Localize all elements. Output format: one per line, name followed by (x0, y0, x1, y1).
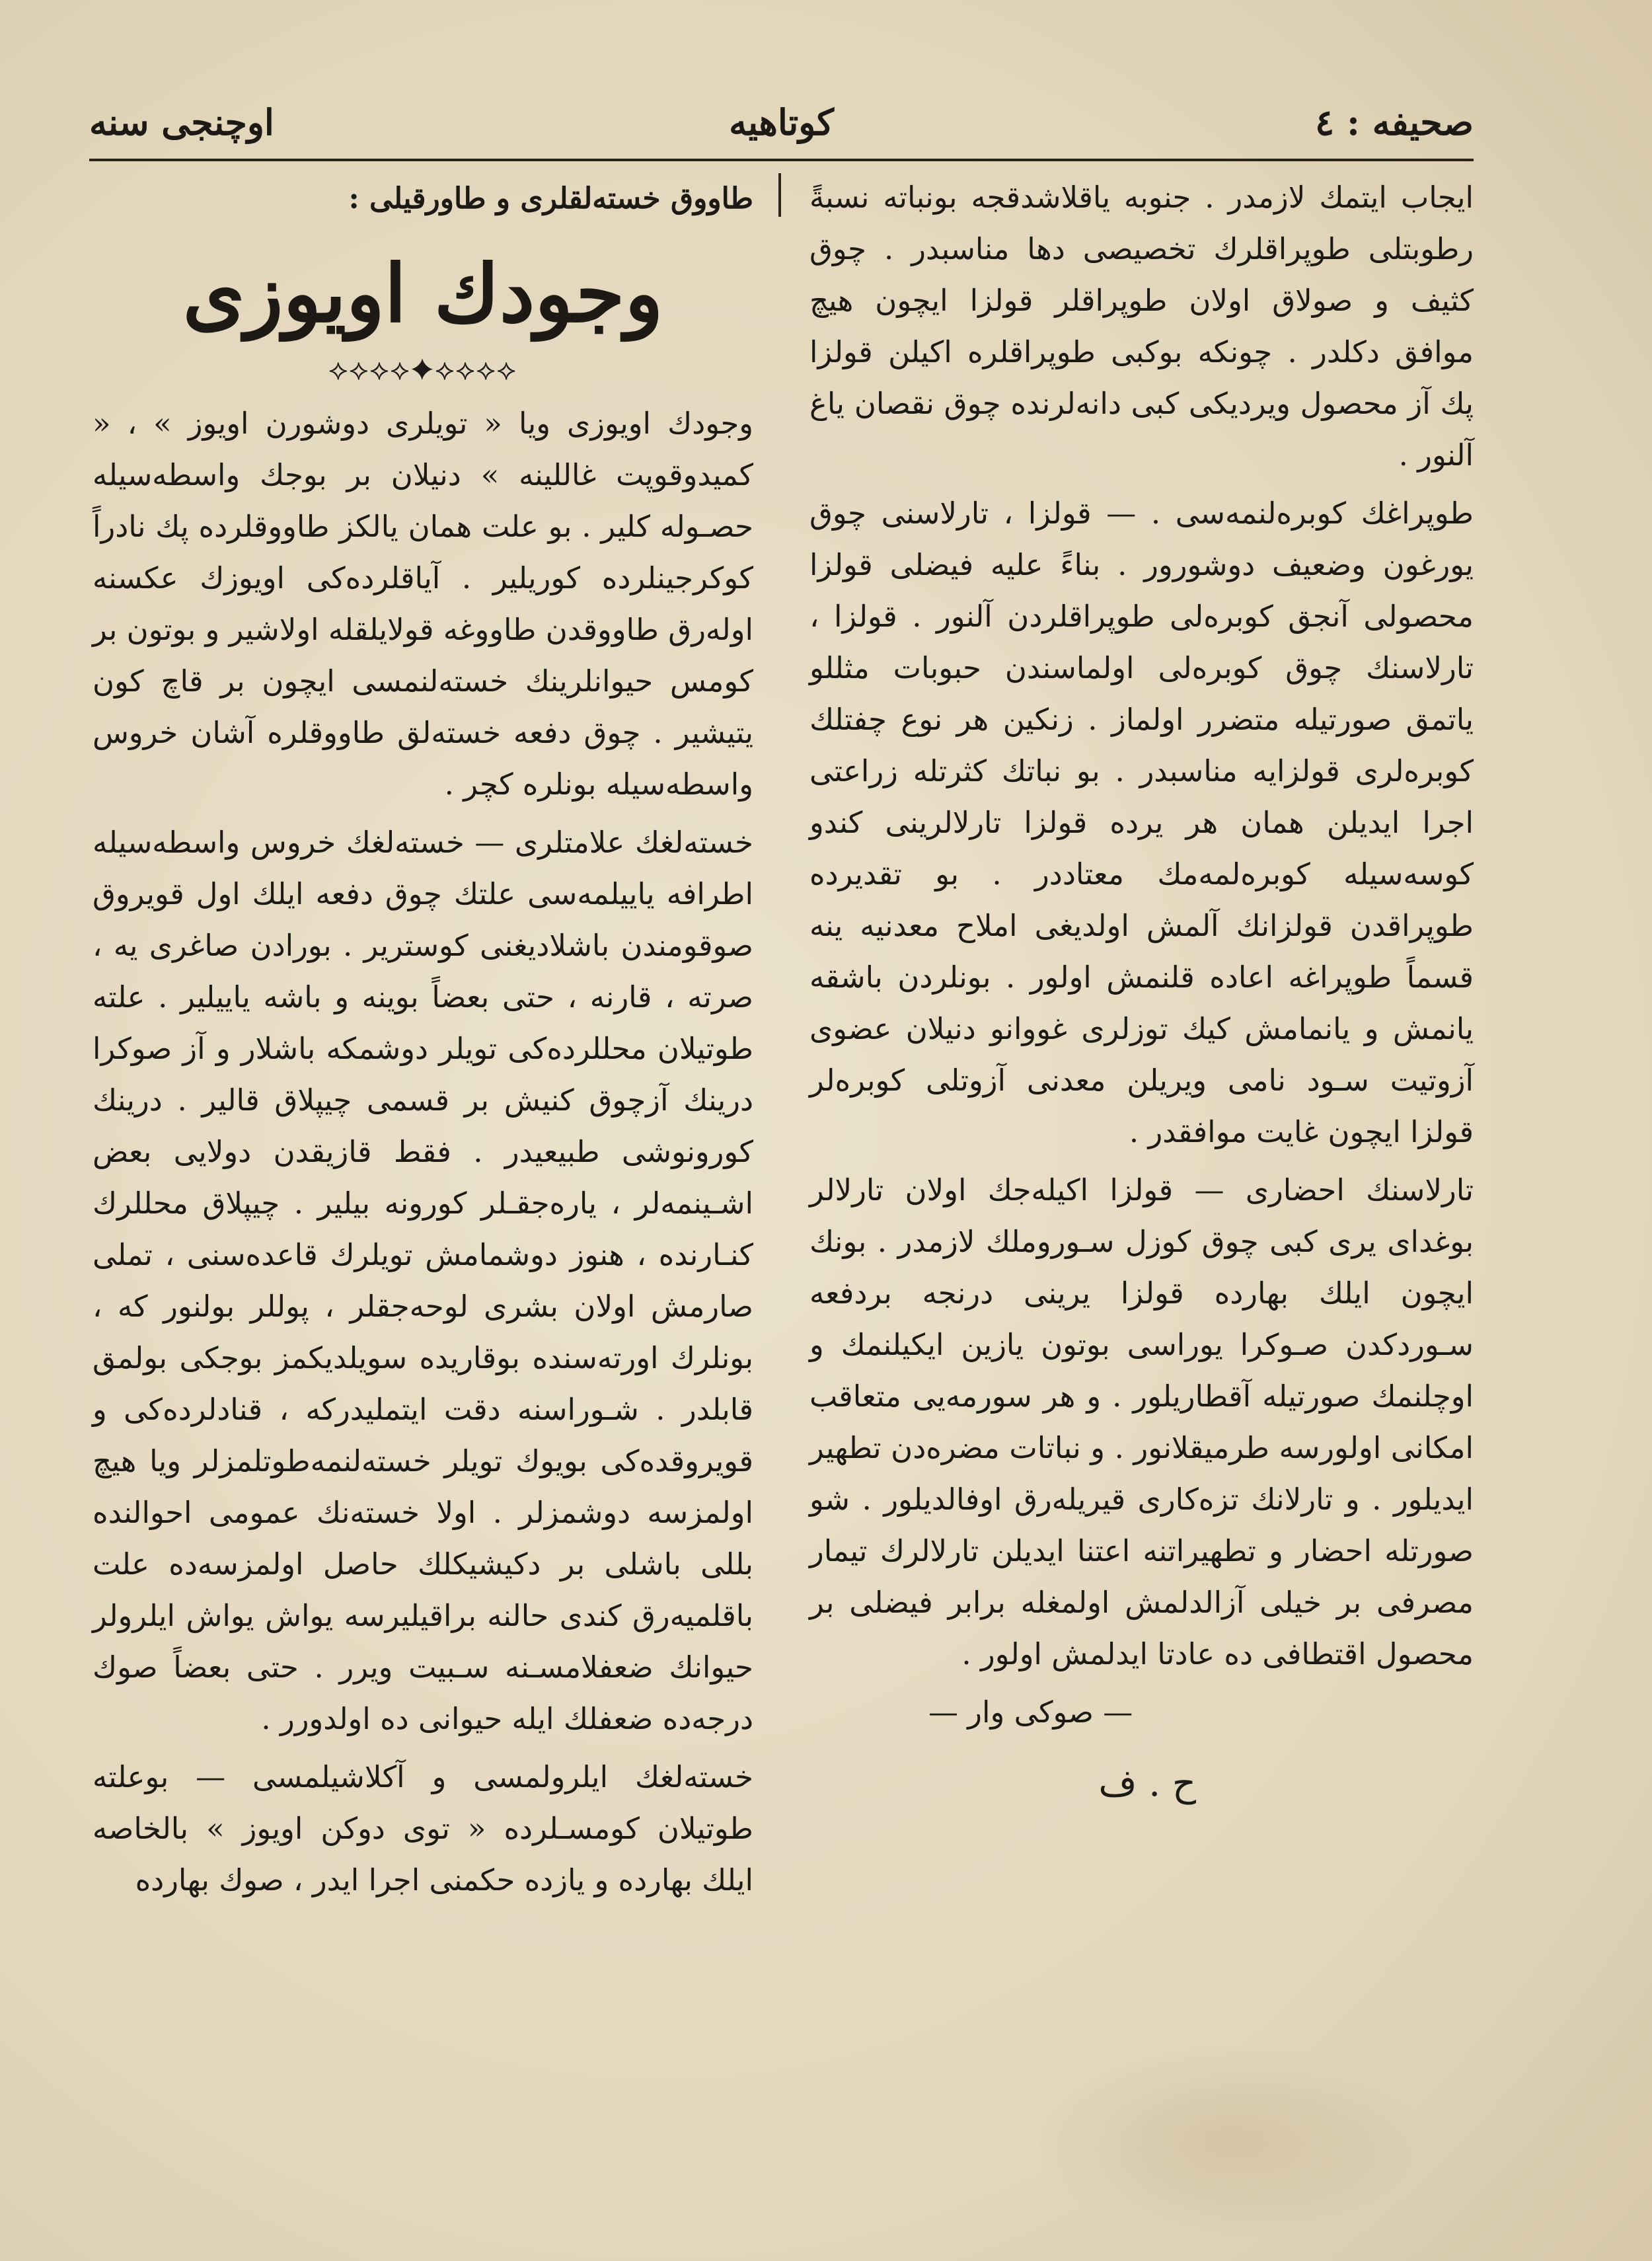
page-header (89, 86, 1474, 161)
column-divider (778, 173, 781, 217)
year-label: اوچنجی سنه (89, 101, 274, 143)
paragraph: تارلاسنك احضاری — قولزا اکیله‌جك اولان تارلالر بوغدای یری کبی چوق کوزل سـوروملك لازمدر . بونك ایچون ایلك بهارده قولزا یرینی درنجه بردفعه سـوردکدن صـوکرا یوراسی بوتون یازین ایکیلنمك و اوچلنمك صورتیله آقطاریلور . و هر سورمه‌یی متعاقب امکانی اولورسه طرمیقلانور . و نباتات مضره‌دن تطهیر ایدیلور . و تارلانك تزه‌کاری قیریله‌رق اوفالدیلور . شو صورتله احضار و تطهیراتنه اعتنا ایدیلن تارلالرك تیمار مصرفی بر خیلی آزالدلمش اولمغله برابر فیضلی بر محصول اقتطافی ده عادتا ایدلمش اولور . (809, 1172, 1474, 1671)
left-column (93, 173, 753, 1913)
title-ornament: ⟡⟡⟡⟡✦⟡⟡⟡⟡ (328, 353, 517, 387)
paragraph: خسته‌لغك علامتلری — خسته‌لغك خروس واسطه‌سیله اطرافه یاییلمه‌سی علتك چوق دفعه ایلك اول قویروق صوقومندن باشلادیغنی کوستریر . بورادن صاغری یه ، صرته ، قارنه ، حتی بعضاً بوینه و باشه یاییلیر . علته طوتیلان محللرده‌کی تویلر دوشمکه باشلار و آز صوکرا درینك آزچوق کنیش بر قسمی چیپلاق قالیر . درینك کورونوشی طبیعیدر . فقط قازیقدن دولایی بعض اشـینمه‌لر ، یاره‌جقـلر کورونه بیلیر . چیپلاق محللرك کنـارنده ، هنوز دوشمامش تویلرك قاعده‌سنی ، تملی صارمش اولان بشری لوحه‌جقلر ، پوللر بولنور که ، بونلرك اورته‌سنده بوقاریده سویلدیکمز بوجکی بولمق قابلدر . شـوراسنه دقت ایتملیدرکه ، قنادلرده‌کی و قویروقده‌کی بویوك تویلر خسته‌لنمه‌طوتلمزلر ویا هیچ اولمزسه دوشمزلر . اولا خسته‌نك عمومی احوالنده بللی باشلی بر دکیشیکلك حاصل اولمزسه‌ده علت باقلمیه‌رق کندی حالنه براقیلیرسه یواش یواش ایلرولر حیوانك ضعفلامسـنه سـبیت ویرر . حتی بعضاً صوك درجه‌ده ضعفلك ایله حیوانی ده اولدورر . (93, 825, 753, 1736)
article-title: وجودك اویوزی (182, 247, 663, 340)
section-kicker: طاووق خسته‌لقلری و طاورقیلی : (348, 182, 753, 215)
paragraph: خسته‌لغك ایلرولمسی و آکلاشیلمسی — بوعلته طوتیلان کومسـلرده « توی دوکن اویوز » بالخاصه ایلك بهارده و یازده حکمنی اجرا ایدر ، صوك بهارده (93, 1759, 753, 1897)
paragraph: طوپراغك کوبره‌لنمه‌سی . — قولزا ، تارلاسنی چوق یورغون وضعیف دوشورور . بناءً علیه فیضلی قولزا محصولی آنجق کوبره‌لی طوپراقلردن آلنور . قولزا ، تارلاسنك چوق کوبره‌لی اولماسندن حبوبات مثللو یاتمق صورتیله متضرر اولماز . زنکین هر نوع چفتلك کوبره‌لری قولزایه مناسبدر . بو نباتك کثرتله زراعتی اجرا ایدیلن همان هر یرده قولزا تارلالرینی کندو کوسه‌سیله کوبره‌لمه‌مك معتاددر . بو تقدیرده طوپراقدن قولزانك آلمش اولدیغی املاح معدنیه ینه قسماً طوپراغه اعاده قلنمش اولور . بونلردن باشقه یانمش و یانمامش کیك توزلری غووانو دنیلان عضوی آزوتیت سـود نامی ویریلن معدنی آزوتلی کوبره‌لر قولزا ایچون غایت موافقدر . (809, 496, 1474, 1149)
paragraph: ایجاب ایتمك لازمدر . جنوبه یاقلاشدقجه بونباته نسبةً رطوبتلی طوپراقلرك تخصیصی دها مناسبدر . چوق کثیف و صولاق اولان طوپراقلر قولزا ایچون هیچ موافق دکلدر . چونکه بوکبی طوپراقلره اکیلن قولزا پك آز محصول ویردیکی کبی دانه‌لرنده چوق نقصان یاغ آلنور . (809, 180, 1474, 473)
author-initials: ح . ف (1098, 1762, 1196, 1805)
paper-stain (1031, 2042, 1427, 2241)
right-column (809, 172, 1474, 1816)
continued-label: — صوکی وار — (928, 1695, 1133, 1730)
paragraph: وجودك اویوزی ویا « تویلری دوشورن اویوز » ، « کمیدوقوپت غاللینه » دنیلان بر بوجك واسطه‌سیله حصـوله کلیر . بو علت همان یالکز طاووقلرده پك نادراً کوکرجینلرده کوریلیر . آیاقلرده‌کی اویوزك عکسنه اوله‌رق طاووقدن طاووغه قولایلقله اولاشیر و بوتون بر کومس حیوانلرینك خسته‌لنمسی ایچون بر قاچ کون یتیشیر . چوق دفعه خسته‌لق طاووقلره آشان خروس واسطه‌سیله بونلره کچر . (93, 406, 753, 802)
page-number-label: صحیفه : ٤ (1315, 101, 1474, 143)
newspaper-name: کوتاهیه (729, 101, 834, 143)
